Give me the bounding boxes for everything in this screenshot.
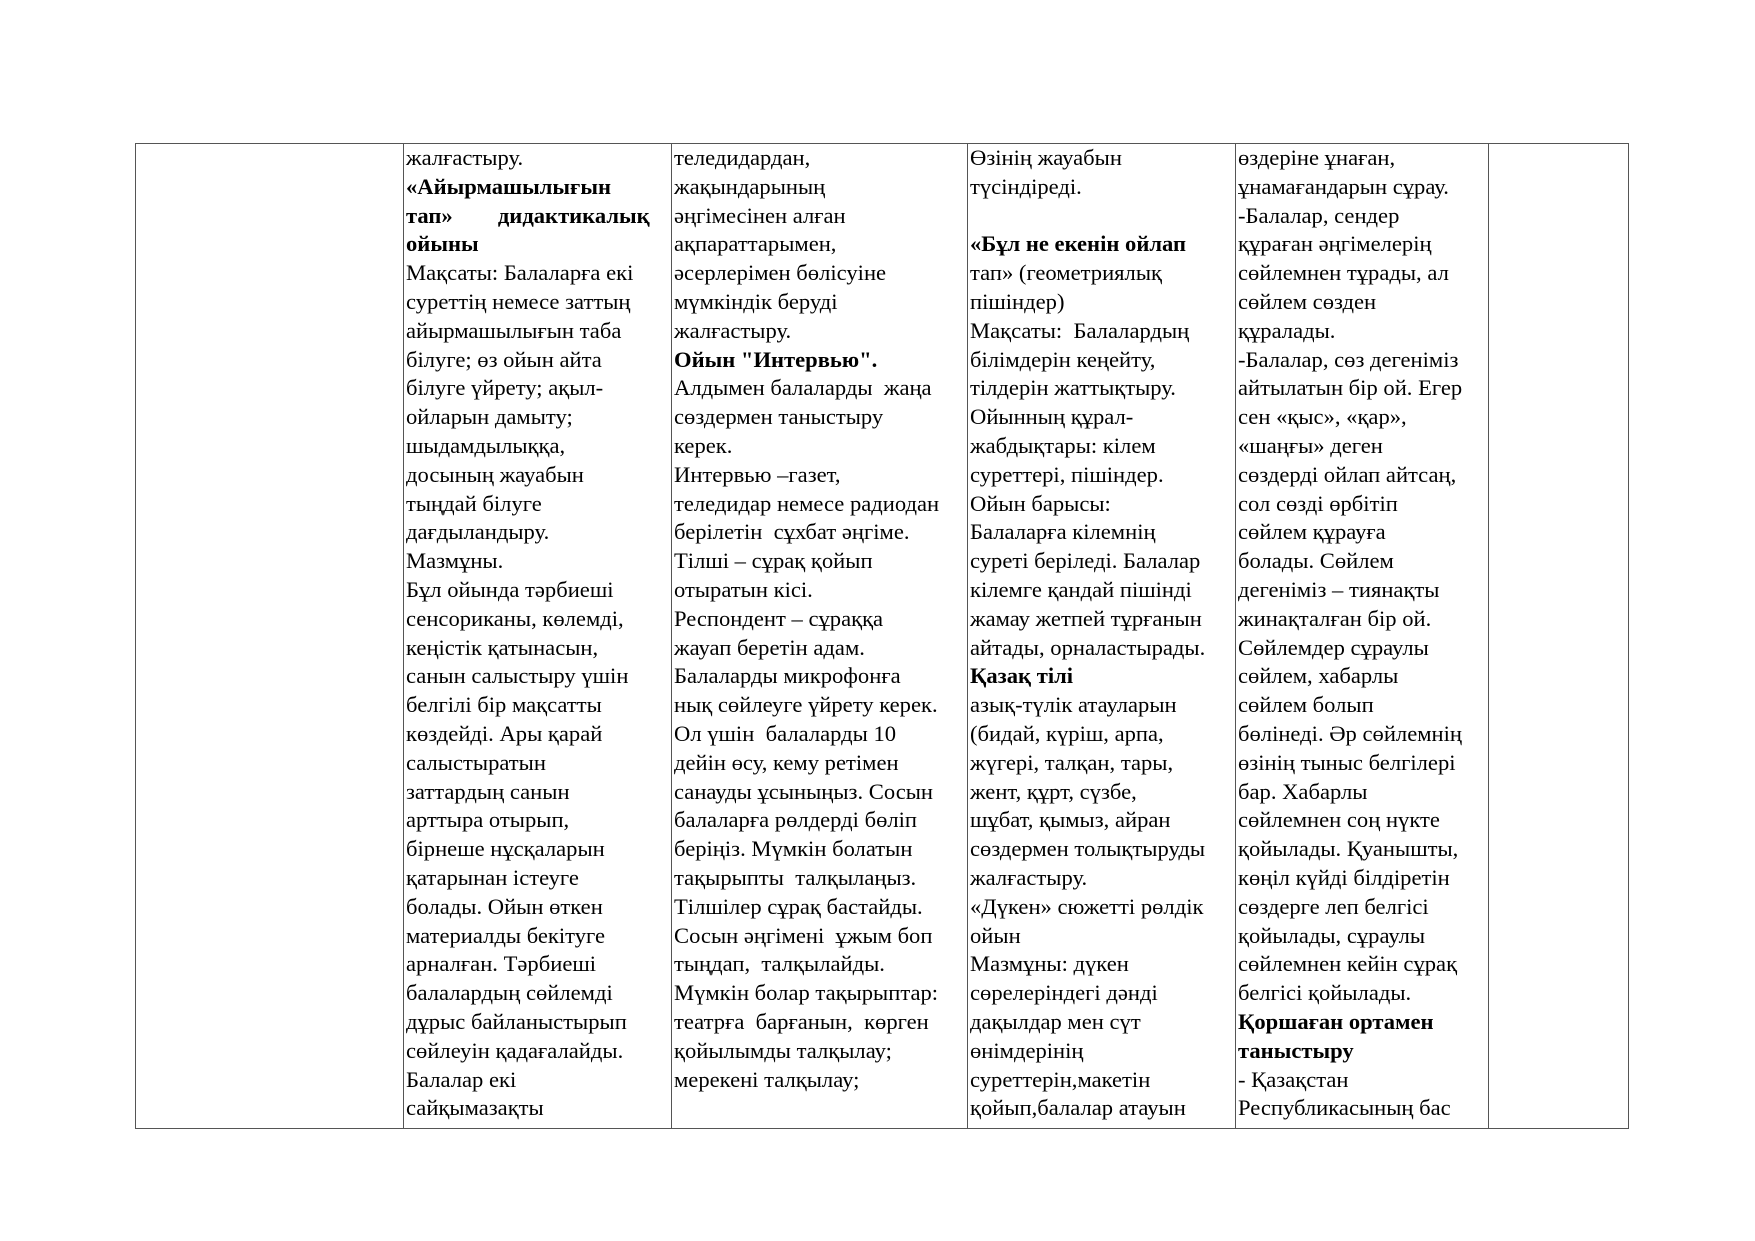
- cell-text-line: қойылымды талқылау;: [674, 1037, 892, 1063]
- cell-text-line: сенсориканы, көлемді,: [406, 605, 624, 631]
- cell-text-line: театрға барғанын, көрген: [674, 1008, 929, 1034]
- cell-col-2: [672, 144, 968, 1129]
- cell-text-line: құраған әңгімелерің: [1238, 231, 1432, 257]
- cell-text-line: керек.: [674, 432, 733, 458]
- cell-text-line: айырмашылығын таба: [406, 317, 622, 343]
- cell-text-line: дағдыландыру.: [406, 519, 550, 545]
- cell-text-line: Ойын барысы:: [970, 490, 1111, 516]
- cell-col-0: [136, 144, 404, 1129]
- cell-text-line: Респондент – сұраққа: [674, 605, 884, 631]
- cell-text-line: өзінің тыныс белгілері: [1238, 749, 1456, 775]
- cell-text-line: жүгері, талқан, тары,: [970, 749, 1174, 775]
- cell-text-line: Тілші – сұрақ қойып: [674, 548, 873, 574]
- cell-text-line: тап» (геометриялық: [970, 260, 1162, 286]
- cell-text-line: Мақсаты: Балаларға екі: [406, 260, 634, 286]
- cell-text-line: дегеніміз – тиянақты: [1238, 576, 1440, 602]
- cell-text-line: Балаларды микрофонға: [674, 663, 901, 689]
- cell-text-line: отыратын кісі.: [674, 576, 813, 602]
- cell-text-line: қойып,балалар атауын: [970, 1095, 1186, 1121]
- cell-text-line: болады. Сөйлем: [1238, 548, 1394, 574]
- cell-text-line: сөйлеуін қадағалайды.: [406, 1037, 624, 1063]
- cell-text-line: ойын: [970, 922, 1021, 948]
- cell-text-line: тілдерін жаттықтыру.: [970, 375, 1176, 401]
- cell-text-line: Ойын "Интервью".: [674, 346, 878, 372]
- cell-text-line: заттардың санын: [406, 778, 570, 804]
- cell-text-line: «Бұл не екенін ойлап: [970, 231, 1187, 257]
- cell-text-line: әңгімесінен алған: [674, 202, 846, 228]
- cell-text-line: ұнамағандарын сұрау.: [1238, 173, 1449, 199]
- cell-text-line: Интервью –газет,: [674, 461, 841, 487]
- cell-text-line: досының жауабын: [406, 461, 584, 487]
- cell-text-line: -Балалар, сөз дегеніміз: [1238, 346, 1459, 372]
- cell-text-line: таныстыру: [1238, 1037, 1354, 1063]
- cell-text-line: Балаларға кілемнің: [970, 519, 1156, 545]
- cell-text-line: жалғастыру.: [970, 864, 1088, 890]
- cell-text-line: нық сөйлеуге үйрету керек.: [674, 692, 938, 718]
- cell-text-line: сөйлемнен тұрады, ал: [1238, 260, 1449, 286]
- cell-text-line: теледидар немесе радиодан: [674, 490, 940, 516]
- cell-text-line: санауды ұсыныңыз. Сосын: [674, 778, 934, 804]
- cell-text-line: Мазмұны.: [406, 548, 504, 574]
- cell-text-line: материалды бекітуге: [406, 922, 606, 948]
- cell-text-line: білуге үйрету; ақыл-: [406, 375, 604, 401]
- cell-text-line: [970, 202, 1234, 231]
- cell-text-line: шұбат, қымыз, айран: [970, 807, 1171, 833]
- cell-text-line: жамау жетпей тұрғанын: [970, 605, 1202, 631]
- cell-text-line: беріңіз. Мүмкін болатын: [674, 836, 913, 862]
- cell-text-line: сөздермен толықтыруды: [970, 836, 1205, 862]
- cell-text-line: Алдымен балаларды жаңа: [674, 375, 932, 401]
- cell-text-line: көздейді. Ары қарай: [406, 720, 603, 746]
- cell-text-line: жалғастыру.: [674, 317, 792, 343]
- cell-text-line: суреттің немесе заттың: [406, 288, 631, 314]
- cell-text-line: кеңістік қатынасын,: [406, 634, 599, 660]
- cell-text-line: «Айырмашылығын: [406, 173, 611, 199]
- cell-text-line: берілетін сұхбат әңгіме.: [674, 519, 910, 545]
- cell-text-line: білуге; өз ойын айта: [406, 346, 602, 372]
- cell-text-line: сайқымазақты: [406, 1095, 544, 1121]
- cell-text-line: (бидай, күріш, арпа,: [970, 720, 1164, 746]
- cell-text-line: сен «қыс», «қар»,: [1238, 404, 1407, 430]
- cell-text-line: жақындарының: [674, 173, 826, 199]
- cell-text-line: суреті беріледі. Балалар: [970, 548, 1201, 574]
- cell-text-line: дақылдар мен сүт: [970, 1008, 1141, 1034]
- cell-text-line: сөйлемнен кейін сұрақ: [1238, 951, 1458, 977]
- cell-text-line: өнімдерінің: [970, 1037, 1084, 1063]
- cell-text-line: «шаңғы» деген: [1238, 432, 1383, 458]
- cell-text-line: жабдықтары: кілем: [970, 432, 1156, 458]
- cell-text-line: сөздермен таныстыру: [674, 404, 884, 430]
- cell-text-line: қатарынан істеуге: [406, 864, 579, 890]
- cell-text-line: әсерлерімен бөлісуіне: [674, 260, 887, 286]
- cell-text-line: бірнеше нұсқаларын: [406, 836, 605, 862]
- cell-text-line: шыдамдылыққа,: [406, 432, 566, 458]
- cell-text-line: Сосын әңгімені ұжым боп: [674, 922, 933, 948]
- cell-text-line: жалғастыру.: [406, 145, 524, 170]
- cell-text-line: Бұл ойында тәрбиеші: [406, 576, 614, 602]
- cell-text-line: сол сөзді өрбітіп: [1238, 490, 1398, 516]
- cell-text-line: сөздерге леп белгісі: [1238, 893, 1429, 919]
- cell-text-line: азық-түлік атауларын: [970, 692, 1177, 718]
- cell-text-line: арналған. Тәрбиеші: [406, 951, 597, 977]
- cell-text-line: Республикасының бас: [1238, 1095, 1451, 1121]
- cell-text-line: тыңдай білуге: [406, 490, 542, 516]
- cell-text-line: Тілшілер сұрақ бастайды.: [674, 893, 923, 919]
- cell-text-line: Қоршаған ортамен: [1238, 1008, 1434, 1034]
- cell-text-line: Мүмкін болар тақырыптар:: [674, 980, 939, 1006]
- cell-text-line: салыстыратын: [406, 749, 546, 775]
- cell-text-line: жент, құрт, сүзбе,: [970, 778, 1137, 804]
- cell-text-line: құралады.: [1238, 317, 1336, 343]
- table-row: [136, 144, 1629, 1129]
- cell-text-line: Мақсаты: Балалардың: [970, 317, 1190, 343]
- cell-text-line: білімдерін кеңейту,: [970, 346, 1156, 372]
- cell-text-line: дұрыс байланыстырып: [406, 1008, 627, 1034]
- cell-col-3: [968, 144, 1236, 1129]
- cell-text-line: тақырыпты талқылаңыз.: [674, 864, 917, 890]
- cell-text-line: көңіл күйді білдіретін: [1238, 864, 1450, 890]
- cell-text-line: жауап беретін адам.: [674, 634, 865, 660]
- cell-text-line: жинақталған бір ой.: [1238, 605, 1432, 631]
- cell-text-line: сөйлем, хабарлы: [1238, 663, 1399, 689]
- cell-text-line: Қазақ тілі: [970, 663, 1074, 689]
- cell-text-line: ойыны: [406, 231, 479, 257]
- cell-text-line: кілемге қандай пішінді: [970, 576, 1192, 602]
- cell-text-line: мүмкіндік беруді: [674, 288, 838, 314]
- cell-text-line: сөйлем құрауға: [1238, 519, 1386, 545]
- cell-text-line: бөлінеді. Әр сөйлемнің: [1238, 720, 1462, 746]
- cell-text-line: Өзінің жауабын: [970, 145, 1122, 170]
- cell-text-line: сөздерді ойлап айтсаң,: [1238, 461, 1457, 487]
- cell-text-line: бар. Хабарлы: [1238, 778, 1368, 804]
- cell-text-line: - Қазақстан: [1238, 1066, 1349, 1092]
- cell-text-line: «Дүкен» сюжетті рөлдік: [970, 893, 1204, 919]
- cell-text-line: -Балалар, сендер: [1238, 202, 1400, 228]
- cell-col-5: [1489, 144, 1629, 1129]
- cell-text-line: сөйлем сөзден: [1238, 288, 1377, 314]
- cell-text-line: өздеріне ұнаған,: [1238, 145, 1396, 170]
- cell-text-line: ойларын дамыту;: [406, 404, 573, 430]
- cell-text-line: сөйлем болып: [1238, 692, 1374, 718]
- cell-text-line: пішіндер): [970, 288, 1065, 314]
- cell-text-line: арттыра отырып,: [406, 807, 570, 833]
- cell-text-line: қойылады, сұраулы: [1238, 922, 1426, 948]
- cell-text-line: түсіндіреді.: [970, 173, 1082, 199]
- cell-col-1: [404, 144, 672, 1129]
- cell-text-line: тыңдап, талқылайды.: [674, 951, 885, 977]
- cell-col-4: [1236, 144, 1489, 1129]
- cell-text-line: тап» дидактикалық: [406, 202, 650, 228]
- cell-text-line: сөйлемнен соң нүкте: [1238, 807, 1440, 833]
- cell-text-line: Сөйлемдер сұраулы: [1238, 634, 1429, 660]
- cell-text-line: Ойынның құрал-: [970, 404, 1134, 430]
- cell-text-line: суреттері, пішіндер.: [970, 461, 1164, 487]
- cell-text-line: сөрелеріндегі дәнді: [970, 980, 1158, 1006]
- plan-table: [135, 143, 1629, 1129]
- cell-text-line: белгілі бір мақсатты: [406, 692, 602, 718]
- cell-text-line: балаларға рөлдерді бөліп: [674, 807, 918, 833]
- cell-text-line: дейін өсу, кему ретімен: [674, 749, 899, 775]
- cell-text-line: Балалар екі: [406, 1066, 517, 1092]
- cell-text-line: белгісі қойылады.: [1238, 980, 1412, 1006]
- cell-text-line: суреттерін,макетін: [970, 1066, 1151, 1092]
- cell-text-line: санын салыстыру үшін: [406, 663, 629, 689]
- cell-text-line: Мазмұны: дүкен: [970, 951, 1129, 977]
- cell-text-line: балалардың сөйлемді: [406, 980, 613, 1006]
- cell-text-line: айтады, орналастырады.: [970, 634, 1206, 660]
- cell-text-line: Ол үшін балаларды 10: [674, 720, 897, 746]
- cell-text-line: айтылатын бір ой. Егер: [1238, 375, 1463, 401]
- cell-text-line: болады. Ойын өткен: [406, 893, 603, 919]
- cell-text-line: ақпараттарымен,: [674, 231, 837, 257]
- cell-text-line: теледидардан,: [674, 145, 811, 170]
- cell-text-line: мерекені талқылау;: [674, 1066, 860, 1092]
- cell-text-line: қойылады. Қуанышты,: [1238, 836, 1459, 862]
